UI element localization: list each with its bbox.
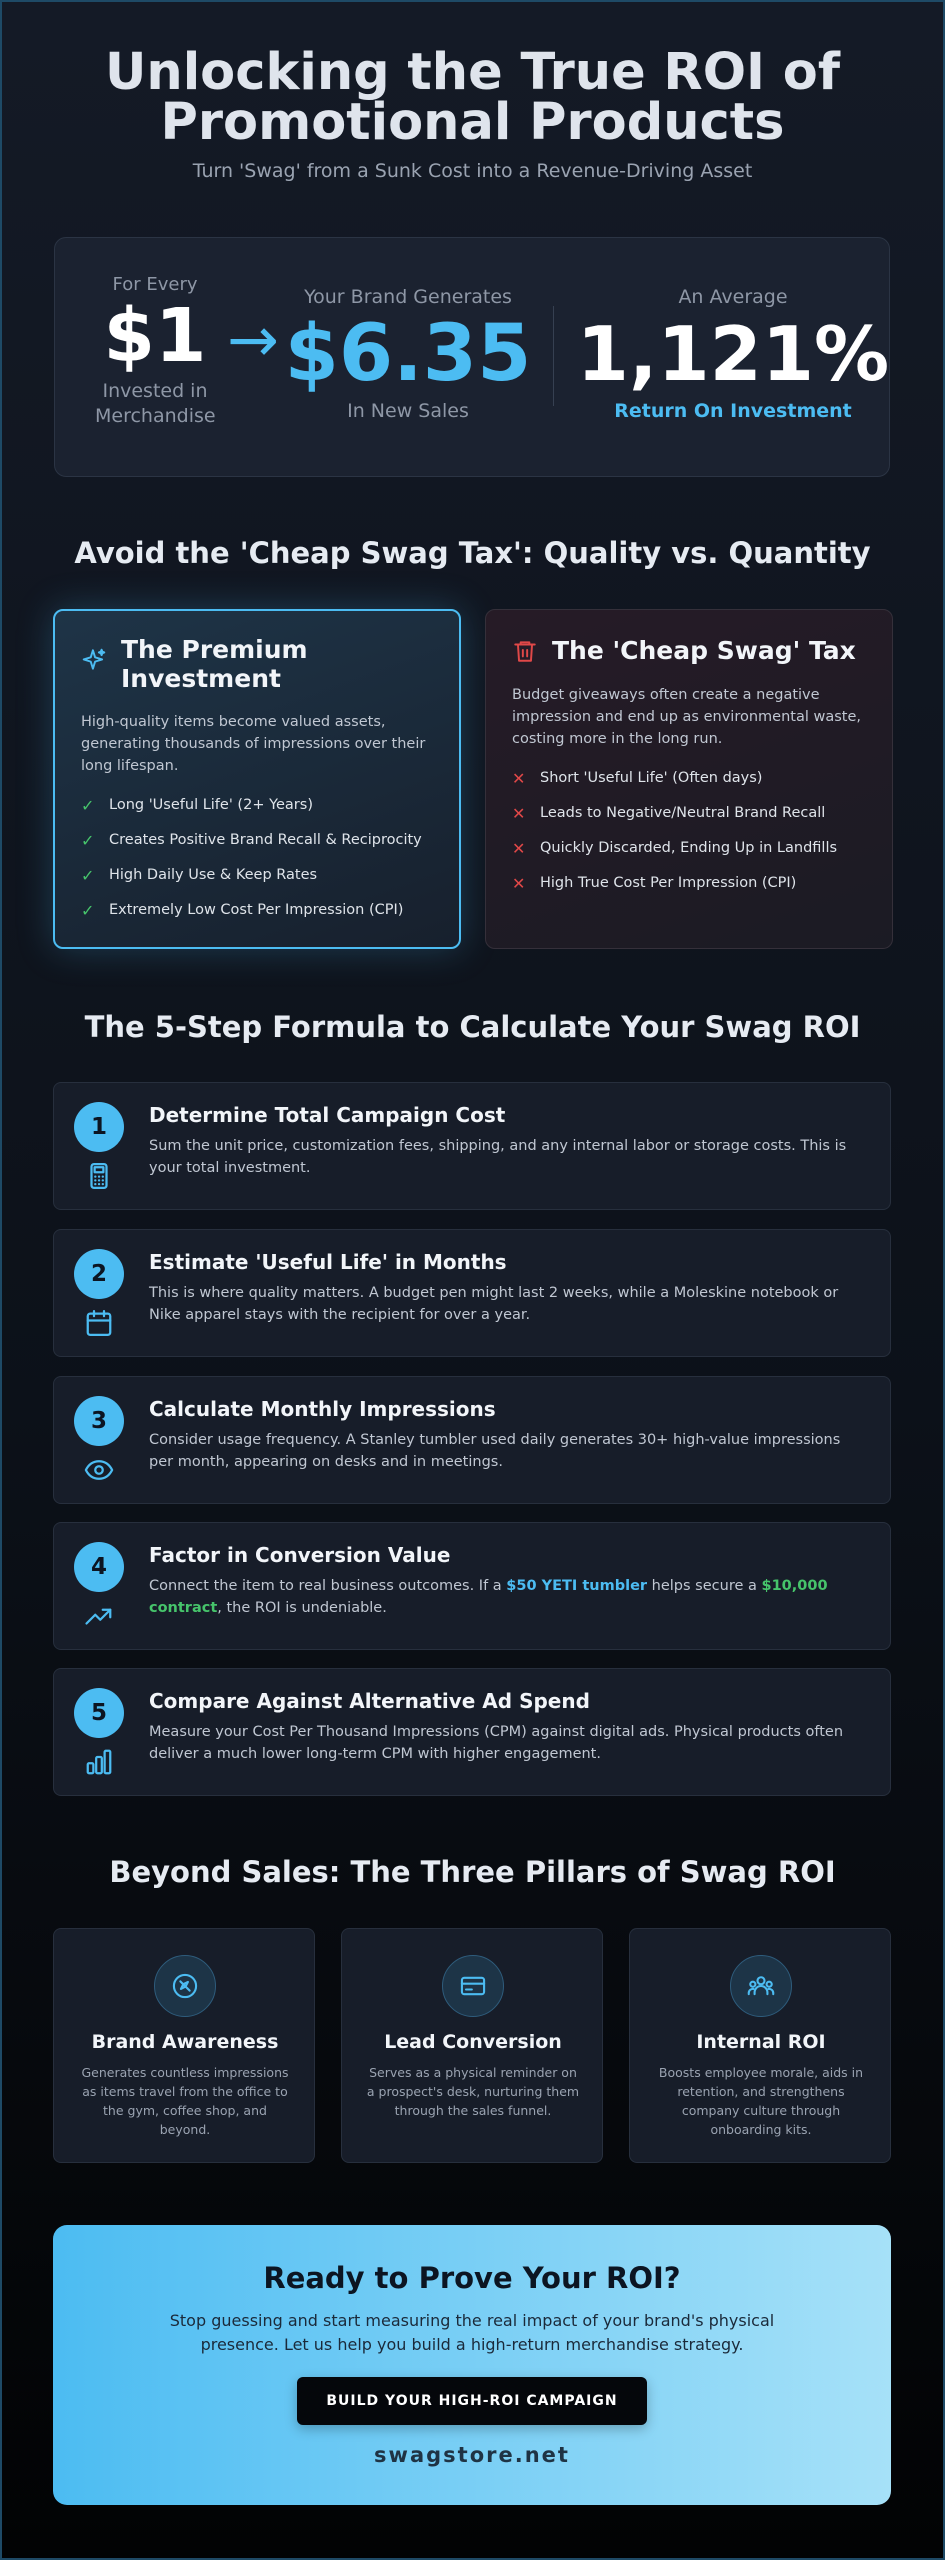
step-description-text: , the ROI is undeniable. [217, 1600, 387, 1616]
step-description: This is where quality matters. A budget pen might last 2 weeks, while a Moleskine notebook or Nike apparel stays with the recipient for over a year. [149, 1285, 839, 1323]
step-title: Factor in Conversion Value [149, 1543, 451, 1567]
calculator-icon [84, 1161, 114, 1191]
step-description: Sum the unit price, customization fees, shipping, and any internal labor or storage costs. This is your total investment. [149, 1138, 847, 1176]
list-item-label: High Daily Use & Keep Rates [109, 867, 318, 883]
page-title [0, 43, 945, 152]
list-item [512, 770, 872, 805]
check-icon: ✓ [81, 866, 95, 885]
step-title: Determine Total Campaign Cost [149, 1103, 506, 1127]
trash-icon [512, 638, 538, 664]
calendar-icon [84, 1308, 114, 1338]
cheap-swag-card-description: Budget giveaways often create a negative impression and end up as environmental waste, costing more in the long run. [512, 687, 861, 747]
pillar-icon-badge [442, 1955, 504, 2017]
check-icon: ✓ [81, 796, 95, 815]
pillar-card-internal-roi [629, 1928, 891, 2163]
investment-stat [95, 274, 215, 429]
list-item [81, 867, 441, 902]
list-item-label: High True Cost Per Impression (CPI) [540, 875, 797, 891]
cheap-swag-card [485, 609, 893, 949]
cross-icon: ✕ [512, 769, 526, 788]
page-subtitle: Turn 'Swag' from a Sunk Cost into a Revenue-Driving Asset [192, 160, 753, 182]
arrow-right-icon: → [227, 303, 279, 376]
pillar-description: Serves as a physical reminder on a prospect's desk, nurturing them through the sales funnel. [366, 2065, 580, 2118]
sales-stat [283, 286, 533, 422]
step-number-badge: 3 [74, 1396, 124, 1446]
step-description-text: Connect the item to real business outcomes. If a [149, 1578, 507, 1594]
list-item-label: Creates Positive Brand Recall & Reciprocity [109, 832, 422, 848]
check-icon: ✓ [81, 831, 95, 850]
step-description-text: helps secure a [647, 1578, 762, 1594]
step-description: Consider usage frequency. A Stanley tumbler used daily generates 30+ high-value impressions per month, appearing on desks and in meetings. [149, 1432, 841, 1470]
roi-stat [575, 286, 891, 422]
step-card-4 [53, 1522, 891, 1650]
step-card-5 [53, 1668, 891, 1796]
page-title-line1: Unlocking the True ROI of [104, 43, 841, 102]
bar-chart-icon [84, 1747, 114, 1777]
highlight-contract: $10,000 contract [149, 1578, 828, 1616]
cross-icon: ✕ [512, 804, 526, 823]
investment-label: For Every [112, 274, 198, 295]
investment-caption-line2: Merchandise [95, 405, 216, 427]
list-item-label: Leads to Negative/Neutral Brand Recall [540, 805, 826, 821]
cross-icon: ✕ [512, 874, 526, 893]
highlight-product: $50 YETI tumbler [506, 1578, 648, 1594]
list-item-label: Quickly Discarded, Ending Up in Landfills [540, 840, 838, 856]
pillar-card-brand-awareness [53, 1928, 315, 2163]
pillar-card-lead-conversion [341, 1928, 603, 2163]
list-item [512, 875, 872, 910]
list-item [81, 902, 441, 937]
sparkle-icon [81, 647, 107, 673]
roi-caption: Return On Investment [614, 400, 852, 422]
trend-up-icon [84, 1601, 114, 1631]
cta-title: Ready to Prove Your ROI? [263, 2261, 681, 2295]
cheap-swag-card-title: The 'Cheap Swag' Tax [552, 636, 856, 665]
site-link[interactable]: swagstore.net [374, 2443, 570, 2467]
step-card-2 [53, 1229, 891, 1357]
step-card-3 [53, 1376, 891, 1504]
pillar-description: Generates countless impressions as items travel from the office to the gym, coffee shop, and beyond. [81, 2065, 289, 2137]
roi-value: 1,121% [576, 310, 890, 398]
premium-benefit-list [81, 797, 441, 937]
list-item [512, 840, 872, 875]
step-card-1 [53, 1082, 891, 1210]
pillar-title: Brand Awareness [91, 2031, 279, 2053]
premium-card-title: The Premium Investment [121, 635, 308, 693]
roi-label: An Average [678, 286, 788, 308]
sales-label: Your Brand Generates [304, 286, 512, 308]
eye-icon [84, 1455, 114, 1485]
step-description [149, 1575, 861, 1619]
formula-section-title: The 5-Step Formula to Calculate Your Swag ROI [84, 1010, 861, 1044]
pillar-title: Internal ROI [696, 2031, 826, 2053]
build-campaign-button[interactable]: BUILD YOUR HIGH-ROI CAMPAIGN [297, 2377, 647, 2425]
list-item-label: Short 'Useful Life' (Often days) [540, 770, 763, 786]
list-item-label: Extremely Low Cost Per Impression (CPI) [109, 902, 404, 918]
pillars-section-title: Beyond Sales: The Three Pillars of Swag ROI [109, 1855, 836, 1889]
premium-card [53, 609, 461, 949]
roi-stat-card [54, 237, 890, 477]
investment-caption [95, 379, 215, 429]
premium-card-description: High-quality items become valued assets, generating thousands of impressions over their long lifespan. [81, 714, 426, 774]
step-title: Estimate 'Useful Life' in Months [149, 1250, 507, 1274]
pillar-title: Lead Conversion [384, 2031, 562, 2053]
step-title: Calculate Monthly Impressions [149, 1397, 496, 1421]
step-description: Measure your Cost Per Thousand Impressions (CPM) against digital ads. Physical products often deliver a much lower long-term CPM with higher engagement. [149, 1724, 844, 1762]
cross-icon: ✕ [512, 839, 526, 858]
step-number-badge: 4 [74, 1542, 124, 1592]
step-title: Compare Against Alternative Ad Spend [149, 1689, 590, 1713]
stat-divider [553, 306, 554, 406]
cheap-swag-drawback-list [512, 770, 872, 910]
investment-caption-line1: Invested in [102, 380, 208, 402]
list-item-label: Long 'Useful Life' (2+ Years) [109, 797, 313, 813]
team-icon [747, 1972, 775, 2000]
sales-caption: In New Sales [347, 400, 469, 422]
card-icon [459, 1972, 487, 2000]
cta-banner [53, 2225, 891, 2505]
sales-value: $6.35 [284, 309, 532, 399]
compass-icon [171, 1972, 199, 2000]
cta-description: Stop guessing and start measuring the real impact of your brand's physical presence. Let us help you build a high-return merchandise strategy. [169, 2311, 775, 2354]
pillar-icon-badge [154, 1955, 216, 2017]
pillar-description: Boosts employee morale, aids in retention, and strengthens company culture through onboarding kits. [658, 2065, 864, 2137]
list-item [81, 832, 441, 867]
list-item [512, 805, 872, 840]
compare-section-title: Avoid the 'Cheap Swag Tax': Quality vs. Quantity [74, 536, 871, 570]
page-title-line2: Promotional Products [160, 93, 785, 152]
investment-value: $1 [103, 293, 207, 379]
pillar-icon-badge [730, 1955, 792, 2017]
step-number-badge: 2 [74, 1249, 124, 1299]
list-item [81, 797, 441, 832]
step-number-badge: 1 [74, 1102, 124, 1152]
step-number-badge: 5 [74, 1688, 124, 1738]
check-icon: ✓ [81, 901, 95, 920]
